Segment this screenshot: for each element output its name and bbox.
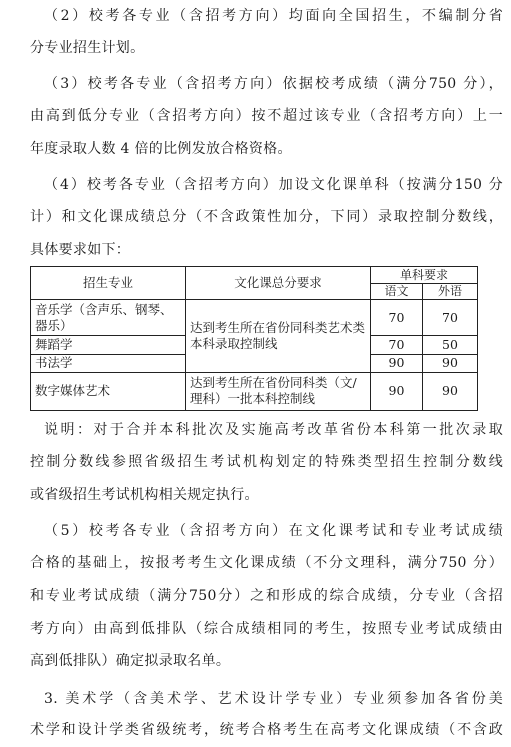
para-2-line-1: （2）校考各专业（含招考方向）均面向全国招生，不编制分省 xyxy=(44,8,503,24)
row-foreign: 50 xyxy=(423,336,478,354)
row-chinese: 70 xyxy=(371,300,423,336)
row-major: 数字媒体艺术 xyxy=(31,372,186,410)
row-foreign: 90 xyxy=(423,372,478,410)
para-3-line-3: 年度录取人数 4 倍的比例发放合格资格。 xyxy=(30,141,292,157)
row-chinese: 90 xyxy=(371,354,423,372)
row-chinese: 90 xyxy=(371,372,423,410)
para-2-line-2: 分专业招生计划。 xyxy=(30,40,145,56)
section-3-line-1: 3. 美术学（含美术学、艺术设计学专业）专业须参加各省份美 xyxy=(44,691,503,707)
note-line-3: 或省级招生考试机构相关规定执行。 xyxy=(30,487,259,503)
note-line-1: 说明：对于合并本科批次及实施高考改革省份本科第一批次录取 xyxy=(44,422,503,438)
para-5-line-5: 高到低排队）确定拟录取名单。 xyxy=(30,653,231,669)
para-4-line-2: 计）和文化课成绩总分（不含政策性加分，下同）录取控制分数线， xyxy=(30,209,503,225)
row-chinese: 70 xyxy=(371,336,423,354)
para-3-line-2: 由高到低分专业（含招考方向）按不超过该专业（含招考方向）上一 xyxy=(30,108,503,124)
para-5-line-1: （5）校考各专业（含招考方向）在文化课考试和专业考试成绩 xyxy=(44,523,503,539)
requirements-table xyxy=(30,266,478,411)
header-single-subject: 单科要求 xyxy=(371,267,478,284)
header-major: 招生专业 xyxy=(31,267,186,300)
header-foreign: 外语 xyxy=(423,284,478,300)
header-chinese: 语文 xyxy=(371,284,423,300)
para-3-line-1: （3）校考各专业（含招考方向）依据校考成绩（满分750 分）， xyxy=(44,76,503,92)
table-row xyxy=(31,300,478,336)
para-4-line-1: （4）校考各专业（含招考方向）加设文化课单科（按满分150 分 xyxy=(44,177,503,193)
para-5-line-2: 合格的基础上，按报考考生文化课成绩（不分文理科，满分750 分） xyxy=(30,555,503,571)
row-major: 书法学 xyxy=(31,354,186,372)
table-row xyxy=(31,372,478,410)
row-total-requirement: 达到考生所在省份同科类艺术类本科录取控制线 xyxy=(186,300,371,373)
para-4-line-3: 具体要求如下： xyxy=(30,242,131,258)
row-major: 音乐学（含声乐、钢琴、器乐） xyxy=(31,300,186,336)
row-total-requirement: 达到考生所在省份同科类（文/理科）一批本科控制线 xyxy=(186,372,371,410)
row-foreign: 70 xyxy=(423,300,478,336)
para-5-line-3: 和专业考试成绩（满分750分）之和形成的综合成绩，分专业（含招 xyxy=(30,588,503,604)
header-total-score: 文化课总分要求 xyxy=(186,267,371,300)
row-foreign: 90 xyxy=(423,354,478,372)
row-major: 舞蹈学 xyxy=(31,336,186,354)
section-3-line-2: 术学和设计学类省级统考，统考合格考生在高考文化课成绩（不含政 xyxy=(30,722,503,738)
para-5-line-4: 考方向）由高到低排队（综合成绩相同的考生，按照专业考试成绩由 xyxy=(30,621,503,637)
note-line-2: 控制分数线参照省级招生考试机构划定的特殊类型招生控制分数线 xyxy=(30,454,503,470)
